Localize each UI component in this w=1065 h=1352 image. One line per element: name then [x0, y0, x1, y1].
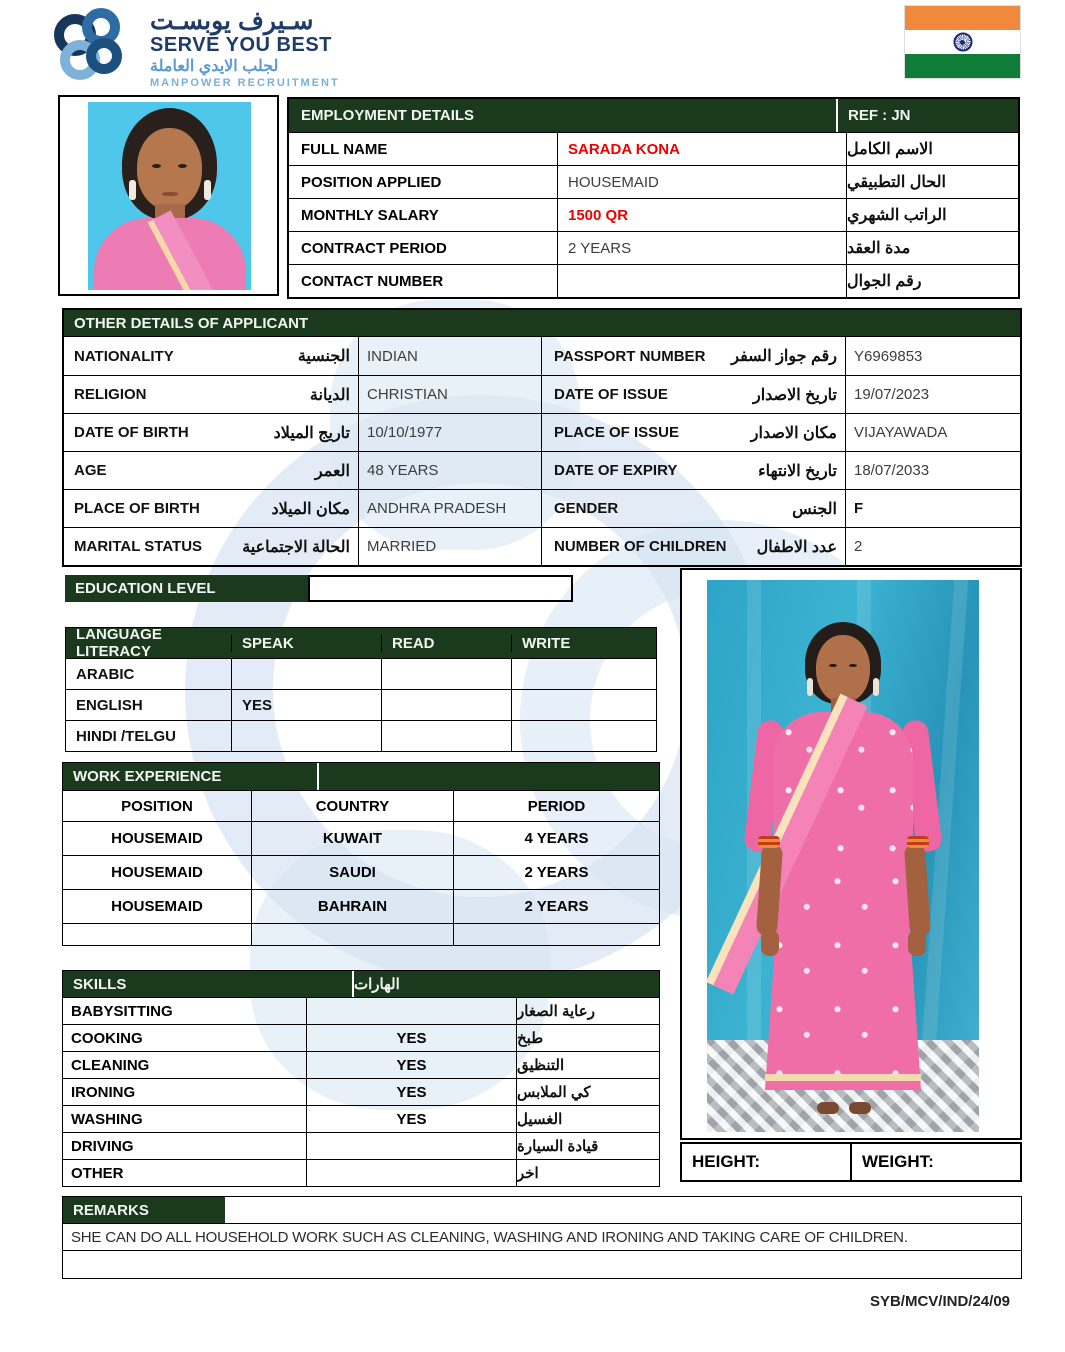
- column-header: WRITE: [511, 635, 656, 652]
- table-row: [63, 1132, 659, 1159]
- field-label: POSITION APPLIED: [301, 173, 442, 191]
- field-label-arabic: الحال التطبيقي: [847, 174, 946, 191]
- education-level-value: [308, 575, 573, 602]
- field-value: SARADA KONA: [557, 133, 847, 165]
- skill-name: DRIVING: [71, 1137, 134, 1155]
- field-label: PASSPORT NUMBER: [554, 347, 706, 365]
- table-row: [63, 997, 659, 1024]
- table-row: [64, 451, 1020, 489]
- speak-value: YES: [231, 690, 381, 720]
- skill-value: YES: [306, 1025, 516, 1051]
- table-row: [289, 264, 1018, 297]
- field-label: CONTRACT PERIOD: [301, 239, 447, 257]
- table-row: [64, 527, 1020, 565]
- photo-bangles: [907, 836, 929, 848]
- full-photo-image: [707, 580, 979, 1132]
- language-literacy-table: [65, 627, 657, 752]
- section-title: REMARKS: [73, 1201, 149, 1219]
- agency-tagline: MANPOWER RECRUITMENT: [150, 77, 340, 90]
- skill-name-arabic: الغسيل: [516, 1106, 659, 1132]
- document-ref-code: SYB/MCV/IND/24/09: [869, 1293, 1010, 1310]
- photo-face: [137, 128, 202, 210]
- period-value: [453, 924, 659, 945]
- employment-details-table: [287, 97, 1020, 299]
- field-label-arabic: الجنسية: [297, 348, 350, 365]
- skill-name: COOKING: [71, 1029, 143, 1047]
- table-row: [64, 413, 1020, 451]
- flag-white-stripe: [905, 30, 1020, 54]
- field-label-arabic: الراتب الشهري: [847, 207, 947, 224]
- field-label-arabic: الاسم الكامل: [847, 141, 933, 158]
- field-label-arabic: الديانة: [309, 386, 350, 404]
- field-label-arabic: تاريج الميلاد: [273, 424, 350, 442]
- skill-name: OTHER: [71, 1164, 124, 1182]
- skills-table: [62, 970, 660, 1187]
- skill-name: IRONING: [71, 1083, 136, 1101]
- field-value: INDIAN: [358, 337, 542, 375]
- flag-green-stripe: [905, 54, 1020, 78]
- work-experience-table: [62, 762, 660, 946]
- field-value: 1500 QR: [557, 199, 847, 231]
- person-figure: [743, 622, 943, 1118]
- field-value: 18/07/2033: [845, 452, 1020, 489]
- field-label: GENDER: [554, 500, 619, 517]
- section-title: WORK EXPERIENCE: [63, 763, 319, 790]
- table-row: [63, 1078, 659, 1105]
- field-label: DATE OF BIRTH: [74, 424, 189, 441]
- skill-value: [306, 1160, 516, 1186]
- skill-value: [306, 1133, 516, 1159]
- skill-name: CLEANING: [71, 1056, 150, 1074]
- speak-value: [231, 659, 381, 689]
- skill-value: YES: [306, 1106, 516, 1132]
- photo-earring: [129, 180, 136, 200]
- field-value: ANDHRA PRADESH: [358, 490, 542, 527]
- skill-name: WASHING: [71, 1110, 143, 1128]
- field-label-arabic: تاريخ الانتهاء: [758, 462, 837, 480]
- photo-eye: [849, 664, 857, 667]
- photo-eye: [178, 164, 187, 168]
- table-row: [63, 1159, 659, 1186]
- field-label-arabic: مكان الاصدار: [750, 424, 837, 442]
- field-value: 48 YEARS: [358, 452, 542, 489]
- field-value: [557, 265, 847, 297]
- photo-hand: [908, 930, 926, 956]
- field-label: DATE OF EXPIRY: [554, 462, 678, 479]
- weight-field: WEIGHT:: [850, 1144, 1020, 1180]
- read-value: [381, 721, 511, 751]
- field-label: RELIGION: [74, 386, 147, 403]
- country-value: BAHRAIN: [251, 890, 453, 923]
- field-label: MONTHLY SALARY: [301, 206, 439, 224]
- skill-name: BABYSITTING: [71, 1002, 173, 1020]
- skill-name-arabic: طبخ: [516, 1025, 659, 1051]
- field-label: MARITAL STATUS: [74, 538, 203, 555]
- country-value: SAUDI: [251, 856, 453, 889]
- column-header: READ: [381, 635, 511, 652]
- field-value: Y6969853: [845, 337, 1020, 375]
- field-label: CONTACT NUMBER: [301, 272, 444, 290]
- table-row: [289, 231, 1018, 264]
- table-row: [63, 1105, 659, 1132]
- field-label: AGE: [74, 462, 107, 479]
- table-row: [63, 821, 659, 855]
- field-value: 2: [845, 528, 1020, 565]
- agency-name: SERVE YOU BEST: [150, 34, 332, 57]
- remarks-section: [62, 1196, 1022, 1279]
- field-value: MARRIED: [358, 528, 542, 565]
- table-row: [63, 923, 659, 945]
- field-label-arabic: مدة العقد: [847, 240, 911, 257]
- column-header-row: [63, 790, 659, 821]
- photo-eye: [152, 164, 161, 168]
- position-value: [63, 924, 251, 945]
- period-value: 4 YEARS: [453, 822, 659, 855]
- table-row: [64, 337, 1020, 375]
- photo-mouth: [162, 192, 178, 196]
- remarks-empty-row: [62, 1251, 1022, 1279]
- skill-name-arabic: التنظيق: [516, 1052, 659, 1078]
- language-name: ARABIC: [76, 665, 135, 683]
- table-row: [63, 1024, 659, 1051]
- photo-foot: [817, 1102, 839, 1114]
- field-label-arabic: العمر: [314, 462, 350, 480]
- ashoka-chakra-icon: [953, 33, 972, 52]
- skill-value: YES: [306, 1079, 516, 1105]
- column-header: COUNTRY: [251, 791, 453, 821]
- language-literacy-header-row: [66, 628, 656, 658]
- field-label-arabic: عدد الاطفال: [756, 538, 837, 556]
- skills-header: [63, 971, 659, 997]
- column-header: LANGUAGE LITERACY: [76, 626, 162, 660]
- table-row: [289, 132, 1018, 165]
- write-value: [511, 721, 656, 751]
- position-value: HOUSEMAID: [111, 898, 203, 915]
- remarks-text: SHE CAN DO ALL HOUSEHOLD WORK SUCH AS CLEANING, WASHING AND IRONING AND TAKING CARE OF CHILDREN.: [62, 1223, 1022, 1251]
- section-title: EDUCATION LEVEL: [75, 580, 216, 597]
- field-label-arabic: رقم جواز السفر: [731, 348, 837, 365]
- read-value: [381, 690, 511, 720]
- speak-value: [231, 721, 381, 751]
- skill-value: [306, 998, 516, 1024]
- flag-saffron-stripe: [905, 6, 1020, 30]
- section-title: EMPLOYMENT DETAILS: [301, 107, 475, 124]
- field-label: DATE OF ISSUE: [554, 386, 668, 403]
- field-value: VIJAYAWADA: [845, 414, 1020, 451]
- skill-name-arabic: قيادة السيارة: [516, 1133, 659, 1159]
- education-level-header: [65, 575, 308, 602]
- work-experience-header: [63, 763, 659, 790]
- applicant-full-photo: [680, 568, 1022, 1140]
- column-header: SPEAK: [231, 635, 381, 652]
- table-row: [66, 720, 656, 751]
- other-details-table: [62, 308, 1022, 567]
- photo-saree-hem: [765, 1074, 921, 1081]
- knot-logo-icon: [52, 6, 140, 92]
- skill-name-arabic: اخر: [516, 1160, 659, 1186]
- read-value: [381, 659, 511, 689]
- table-row: [63, 889, 659, 923]
- photo-foot: [849, 1102, 871, 1114]
- photo-face: [816, 635, 870, 703]
- table-row: [66, 658, 656, 689]
- section-title: SKILLS: [63, 971, 354, 997]
- employment-details-header: [289, 99, 1018, 132]
- applicant-passport-photo: [58, 95, 279, 296]
- language-name: ENGLISH: [76, 696, 143, 714]
- field-label-arabic: الحالة الاجتماعية: [242, 538, 350, 556]
- table-row: [289, 198, 1018, 231]
- country-value: [251, 924, 453, 945]
- column-header: PERIOD: [453, 791, 659, 821]
- field-value: F: [845, 490, 1020, 527]
- field-value: 10/10/1977: [358, 414, 542, 451]
- agency-tagline-arabic: لجلب الايدي العاملة: [150, 58, 279, 76]
- skill-name-arabic: رعاية الصغار: [516, 998, 659, 1024]
- table-row: [64, 489, 1020, 527]
- ref-number: REF : JN: [836, 99, 1018, 132]
- photo-earring: [873, 678, 879, 696]
- photo-eye: [829, 664, 837, 667]
- period-value: 2 YEARS: [453, 890, 659, 923]
- field-value: HOUSEMAID: [557, 166, 847, 198]
- write-value: [511, 659, 656, 689]
- photo-earring: [807, 678, 813, 696]
- field-label: NUMBER OF CHILDREN: [554, 538, 727, 555]
- field-label: FULL NAME: [301, 140, 388, 158]
- height-field: HEIGHT:: [692, 1152, 760, 1171]
- india-flag: [905, 6, 1020, 78]
- passport-photo-image: [88, 102, 251, 290]
- remarks-header: [63, 1197, 225, 1223]
- table-row: [63, 1051, 659, 1078]
- field-value: 19/07/2023: [845, 376, 1020, 413]
- other-details-header: [64, 310, 1020, 337]
- table-row: [66, 689, 656, 720]
- section-title-arabic: الهارات: [354, 976, 400, 993]
- agency-name-arabic: سـيرف يوبسـت: [150, 7, 314, 35]
- photo-hand: [761, 930, 779, 956]
- field-label-arabic: مكان الميلاد: [271, 500, 350, 518]
- photo-bangles: [758, 836, 780, 848]
- field-label: NATIONALITY: [74, 347, 174, 365]
- field-value: CHRISTIAN: [358, 376, 542, 413]
- field-label-arabic: تاريخ الاصدار: [752, 386, 837, 404]
- table-row: [289, 165, 1018, 198]
- language-name: HINDI /TELGU: [76, 727, 176, 745]
- photo-earring: [204, 180, 211, 200]
- period-value: 2 YEARS: [453, 856, 659, 889]
- field-label-arabic: الجنس: [792, 500, 837, 518]
- photo-saree-skirt: [765, 862, 921, 1090]
- knot-ring: [86, 38, 122, 74]
- skill-name-arabic: كي الملابس: [516, 1079, 659, 1105]
- skill-value: YES: [306, 1052, 516, 1078]
- column-header: POSITION: [121, 797, 193, 815]
- section-title: OTHER DETAILS OF APPLICANT: [74, 314, 309, 332]
- field-label: PLACE OF BIRTH: [74, 500, 200, 517]
- position-value: HOUSEMAID: [111, 864, 203, 881]
- position-value: HOUSEMAID: [111, 830, 203, 847]
- field-value: 2 YEARS: [557, 232, 847, 264]
- country-value: KUWAIT: [251, 822, 453, 855]
- field-label-arabic: رقم الجوال: [847, 273, 922, 290]
- height-weight-row: [680, 1142, 1022, 1182]
- table-row: [64, 375, 1020, 413]
- write-value: [511, 690, 656, 720]
- table-row: [63, 855, 659, 889]
- agency-logo: [52, 6, 340, 92]
- field-label: PLACE OF ISSUE: [554, 424, 680, 441]
- education-level-section: [65, 575, 573, 602]
